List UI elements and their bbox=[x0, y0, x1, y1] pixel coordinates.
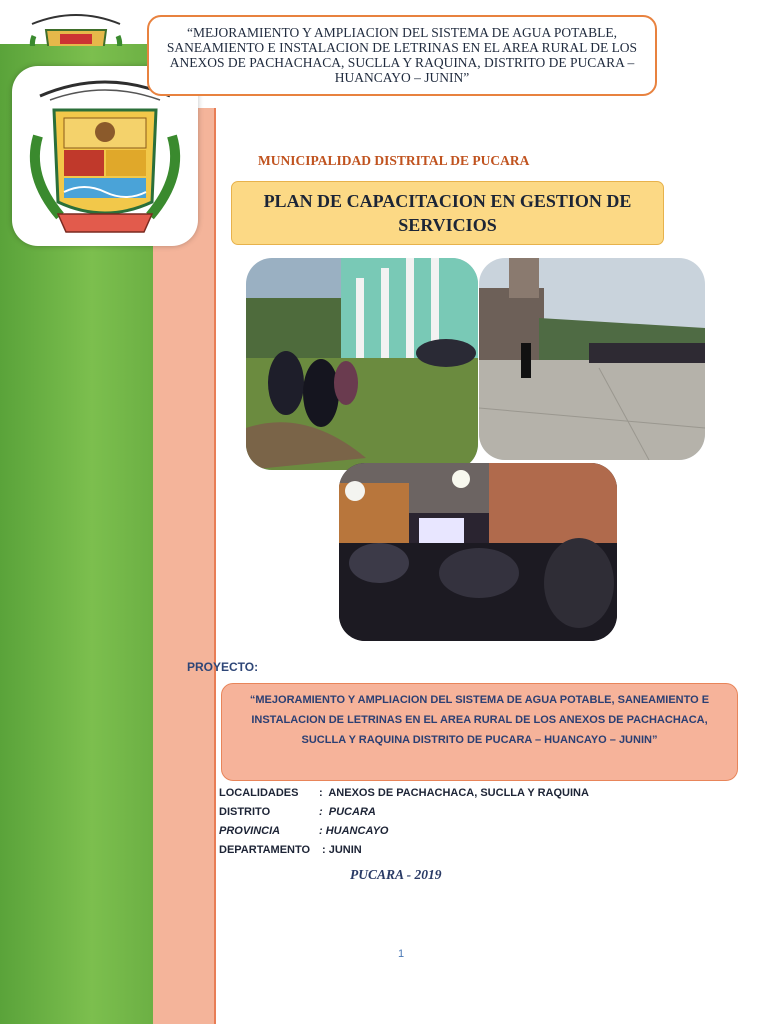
project-label: PROYECTO: bbox=[187, 660, 259, 674]
page-number: 1 bbox=[398, 948, 405, 960]
provincia-label: PROVINCIA bbox=[219, 825, 281, 837]
provincia-value: : HUANCAYO bbox=[319, 825, 389, 837]
plaza-assembly-photo bbox=[479, 258, 705, 460]
crest-logo-small bbox=[24, 6, 128, 46]
project-description-box bbox=[221, 683, 738, 781]
place-year: PUCARA - 2019 bbox=[350, 867, 442, 882]
header-title: “MEJORAMIENTO Y AMPLIACION DEL SISTEMA DE AGUA POTABLE, SANEAMIENTO E INSTALACION DE LETRINAS EN EL AREA RURAL DE LOS ANEXOS DE PACHACHACA, SUCLLA Y RAQUINA, DISTRITO DE PUCARA – HUANCAYO – JUNIN” bbox=[166, 25, 638, 85]
community-meeting-outdoor-photo bbox=[246, 258, 478, 470]
distrito-label: DISTRITO bbox=[219, 806, 271, 818]
indoor-training-session-photo bbox=[339, 463, 617, 641]
distrito-row bbox=[219, 806, 376, 818]
provincia-row bbox=[219, 825, 388, 837]
localidades-row bbox=[219, 787, 589, 799]
departamento-label: DEPARTAMENTO bbox=[219, 844, 311, 856]
departamento-value: : JUNIN bbox=[322, 844, 362, 856]
plan-title-box bbox=[231, 181, 664, 245]
localidades-value: : ANEXOS DE PACHACHACA, SUCLLA Y RAQUINA bbox=[319, 787, 589, 799]
departamento-row bbox=[219, 844, 362, 856]
localidades-label: LOCALIDADES bbox=[219, 787, 299, 799]
distrito-value: : PUCARA bbox=[319, 806, 376, 818]
municipality-name: MUNICIPALIDAD DISTRITAL DE PUCARA bbox=[258, 153, 530, 168]
project-description: “MEJORAMIENTO Y AMPLIACION DEL SISTEMA DE AGUA POTABLE, SANEAMIENTO E INSTALACION DE LETRINAS EN EL AREA RURAL DE LOS ANEXOS DE PACHACHACA, SUCLLA Y RAQUINA DISTRITO DE PUCARA – HUANCAYO – JUNIN” bbox=[249, 694, 710, 746]
plan-title: PLAN DE CAPACITACION EN GESTION DE SERVICIOS bbox=[263, 191, 632, 235]
header-title-box bbox=[147, 15, 657, 96]
